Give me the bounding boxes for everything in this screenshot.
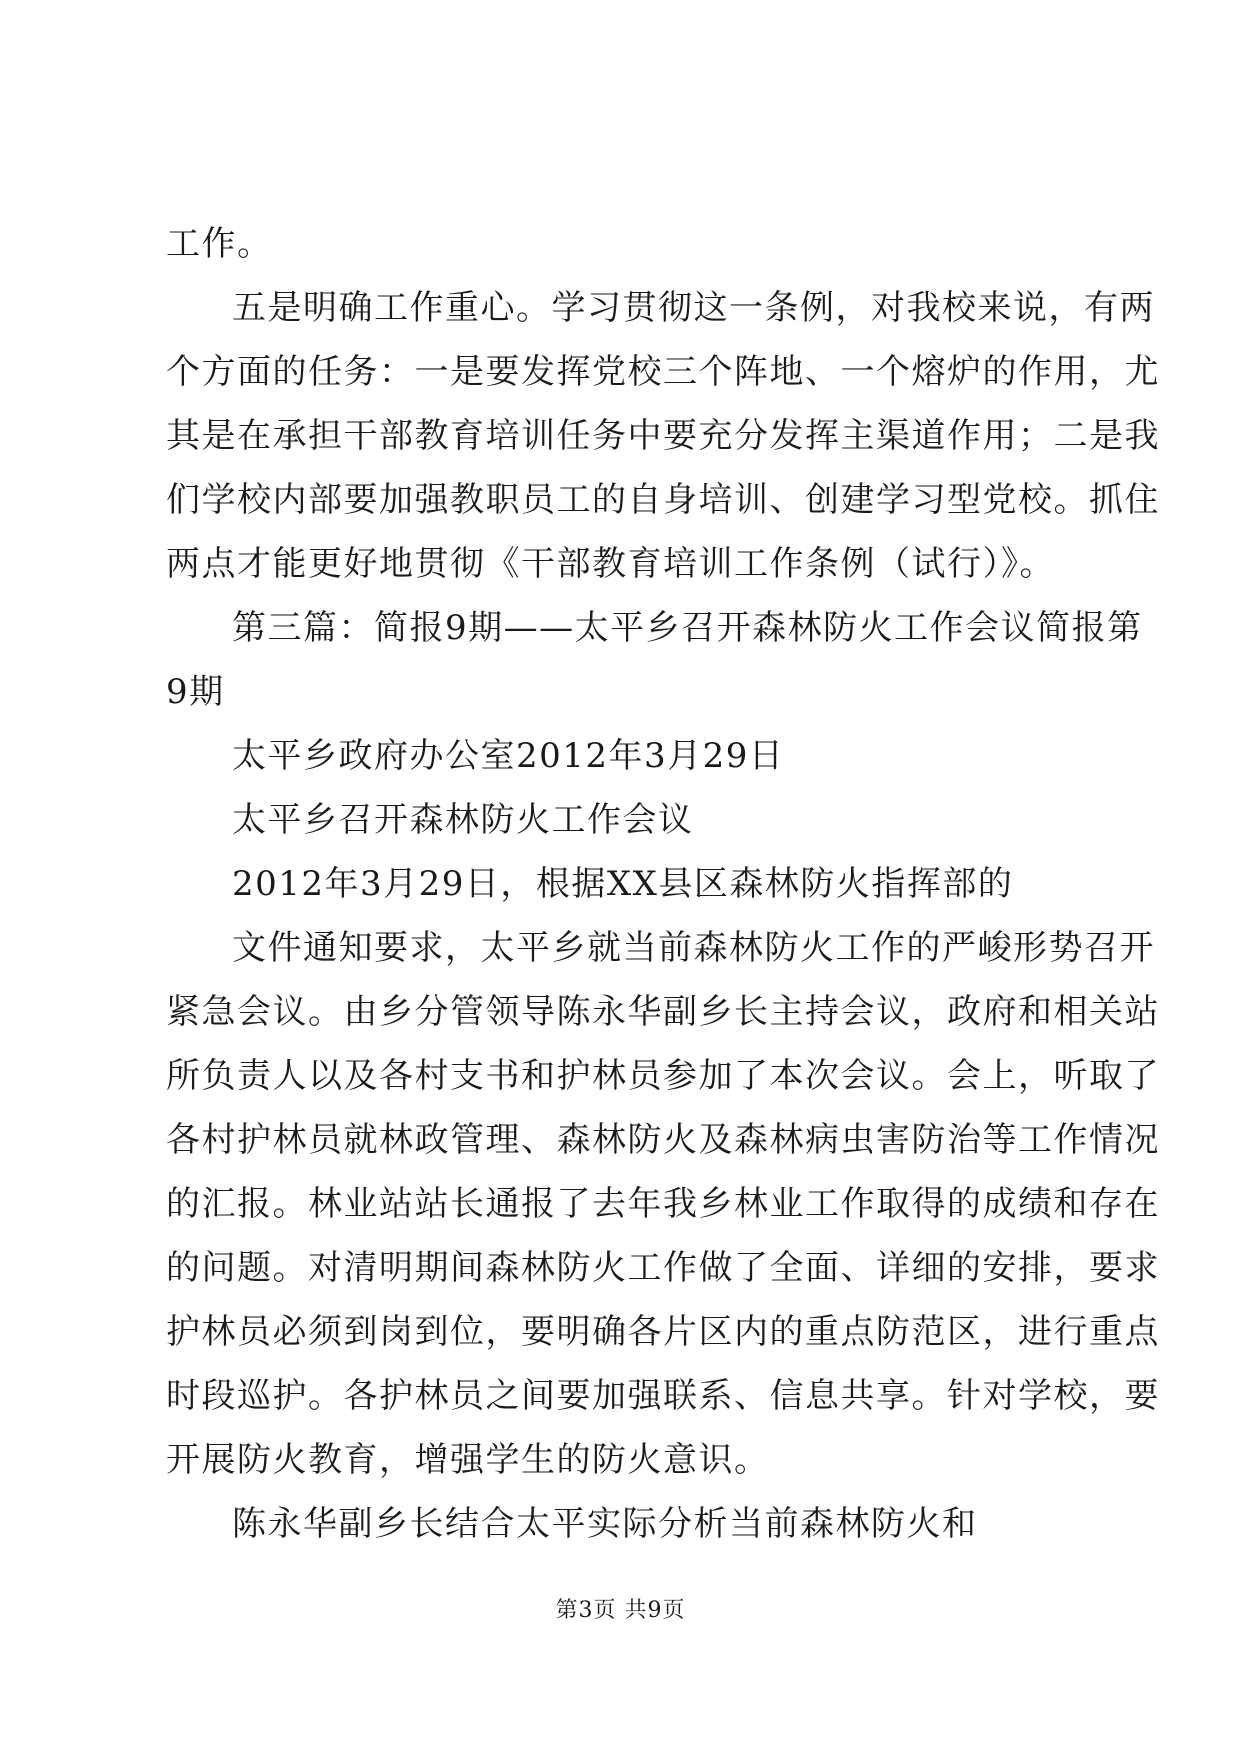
text-line: 文件通知要求，太平乡就当前森林防火工作的严峻形势召开 [232, 928, 1155, 968]
text-line: 工作。 [166, 224, 273, 264]
text-line: 其是在承担干部教育培训任务中要充分发挥主渠道作用；二是我 [166, 416, 1160, 456]
text-line: 个方面的任务：一是要发挥党校三个阵地、一个熔炉的作用，尤 [166, 352, 1160, 392]
bulletin-issuer-date: 太平乡政府办公室2012年3月29日 [232, 736, 785, 776]
text-line: 的汇报。林业站站长通报了去年我乡林业工作取得的成绩和存在 [166, 1184, 1160, 1224]
text-line: 护林员必须到岗到位，要明确各片区内的重点防范区，进行重点 [166, 1312, 1160, 1352]
page-number-footer: 第3页 共9页 [555, 1598, 686, 1623]
section-heading-line: 9期 [166, 672, 225, 712]
text-line: 两点才能更好地贯彻《干部教育培训工作条例（试行）》。 [166, 544, 1055, 584]
section-heading-line: 第三篇：简报9期——太平乡召开森林防火工作会议简报第 [232, 608, 1143, 648]
text-line: 们学校内部要加强教职员工的自身培训、创建学习型党校。抓住 [166, 480, 1160, 520]
text-line: 陈永华副乡长结合太平实际分析当前森林防火和 [232, 1504, 978, 1544]
text-line: 紧急会议。由乡分管领导陈永华副乡长主持会议，政府和相关站 [166, 992, 1160, 1032]
text-line: 时段巡护。各护林员之间要加强联系、信息共享。针对学校，要 [166, 1376, 1160, 1416]
text-line: 开展防火教育，增强学生的防火意识。 [166, 1440, 770, 1480]
text-line: 的问题。对清明期间森林防火工作做了全面、详细的安排，要求 [166, 1248, 1160, 1288]
text-line: 所负责人以及各村支书和护林员参加了本次会议。会上，听取了 [166, 1056, 1160, 1096]
bulletin-title: 太平乡召开森林防火工作会议 [232, 800, 694, 840]
text-line: 各村护林员就林政管理、森林防火及森林病虫害防治等工作情况 [166, 1120, 1160, 1160]
text-line: 2012年3月29日，根据XX县区森林防火指挥部的 [232, 864, 1014, 904]
text-line: 五是明确工作重心。学习贯彻这一条例，对我校来说，有两 [232, 288, 1155, 328]
